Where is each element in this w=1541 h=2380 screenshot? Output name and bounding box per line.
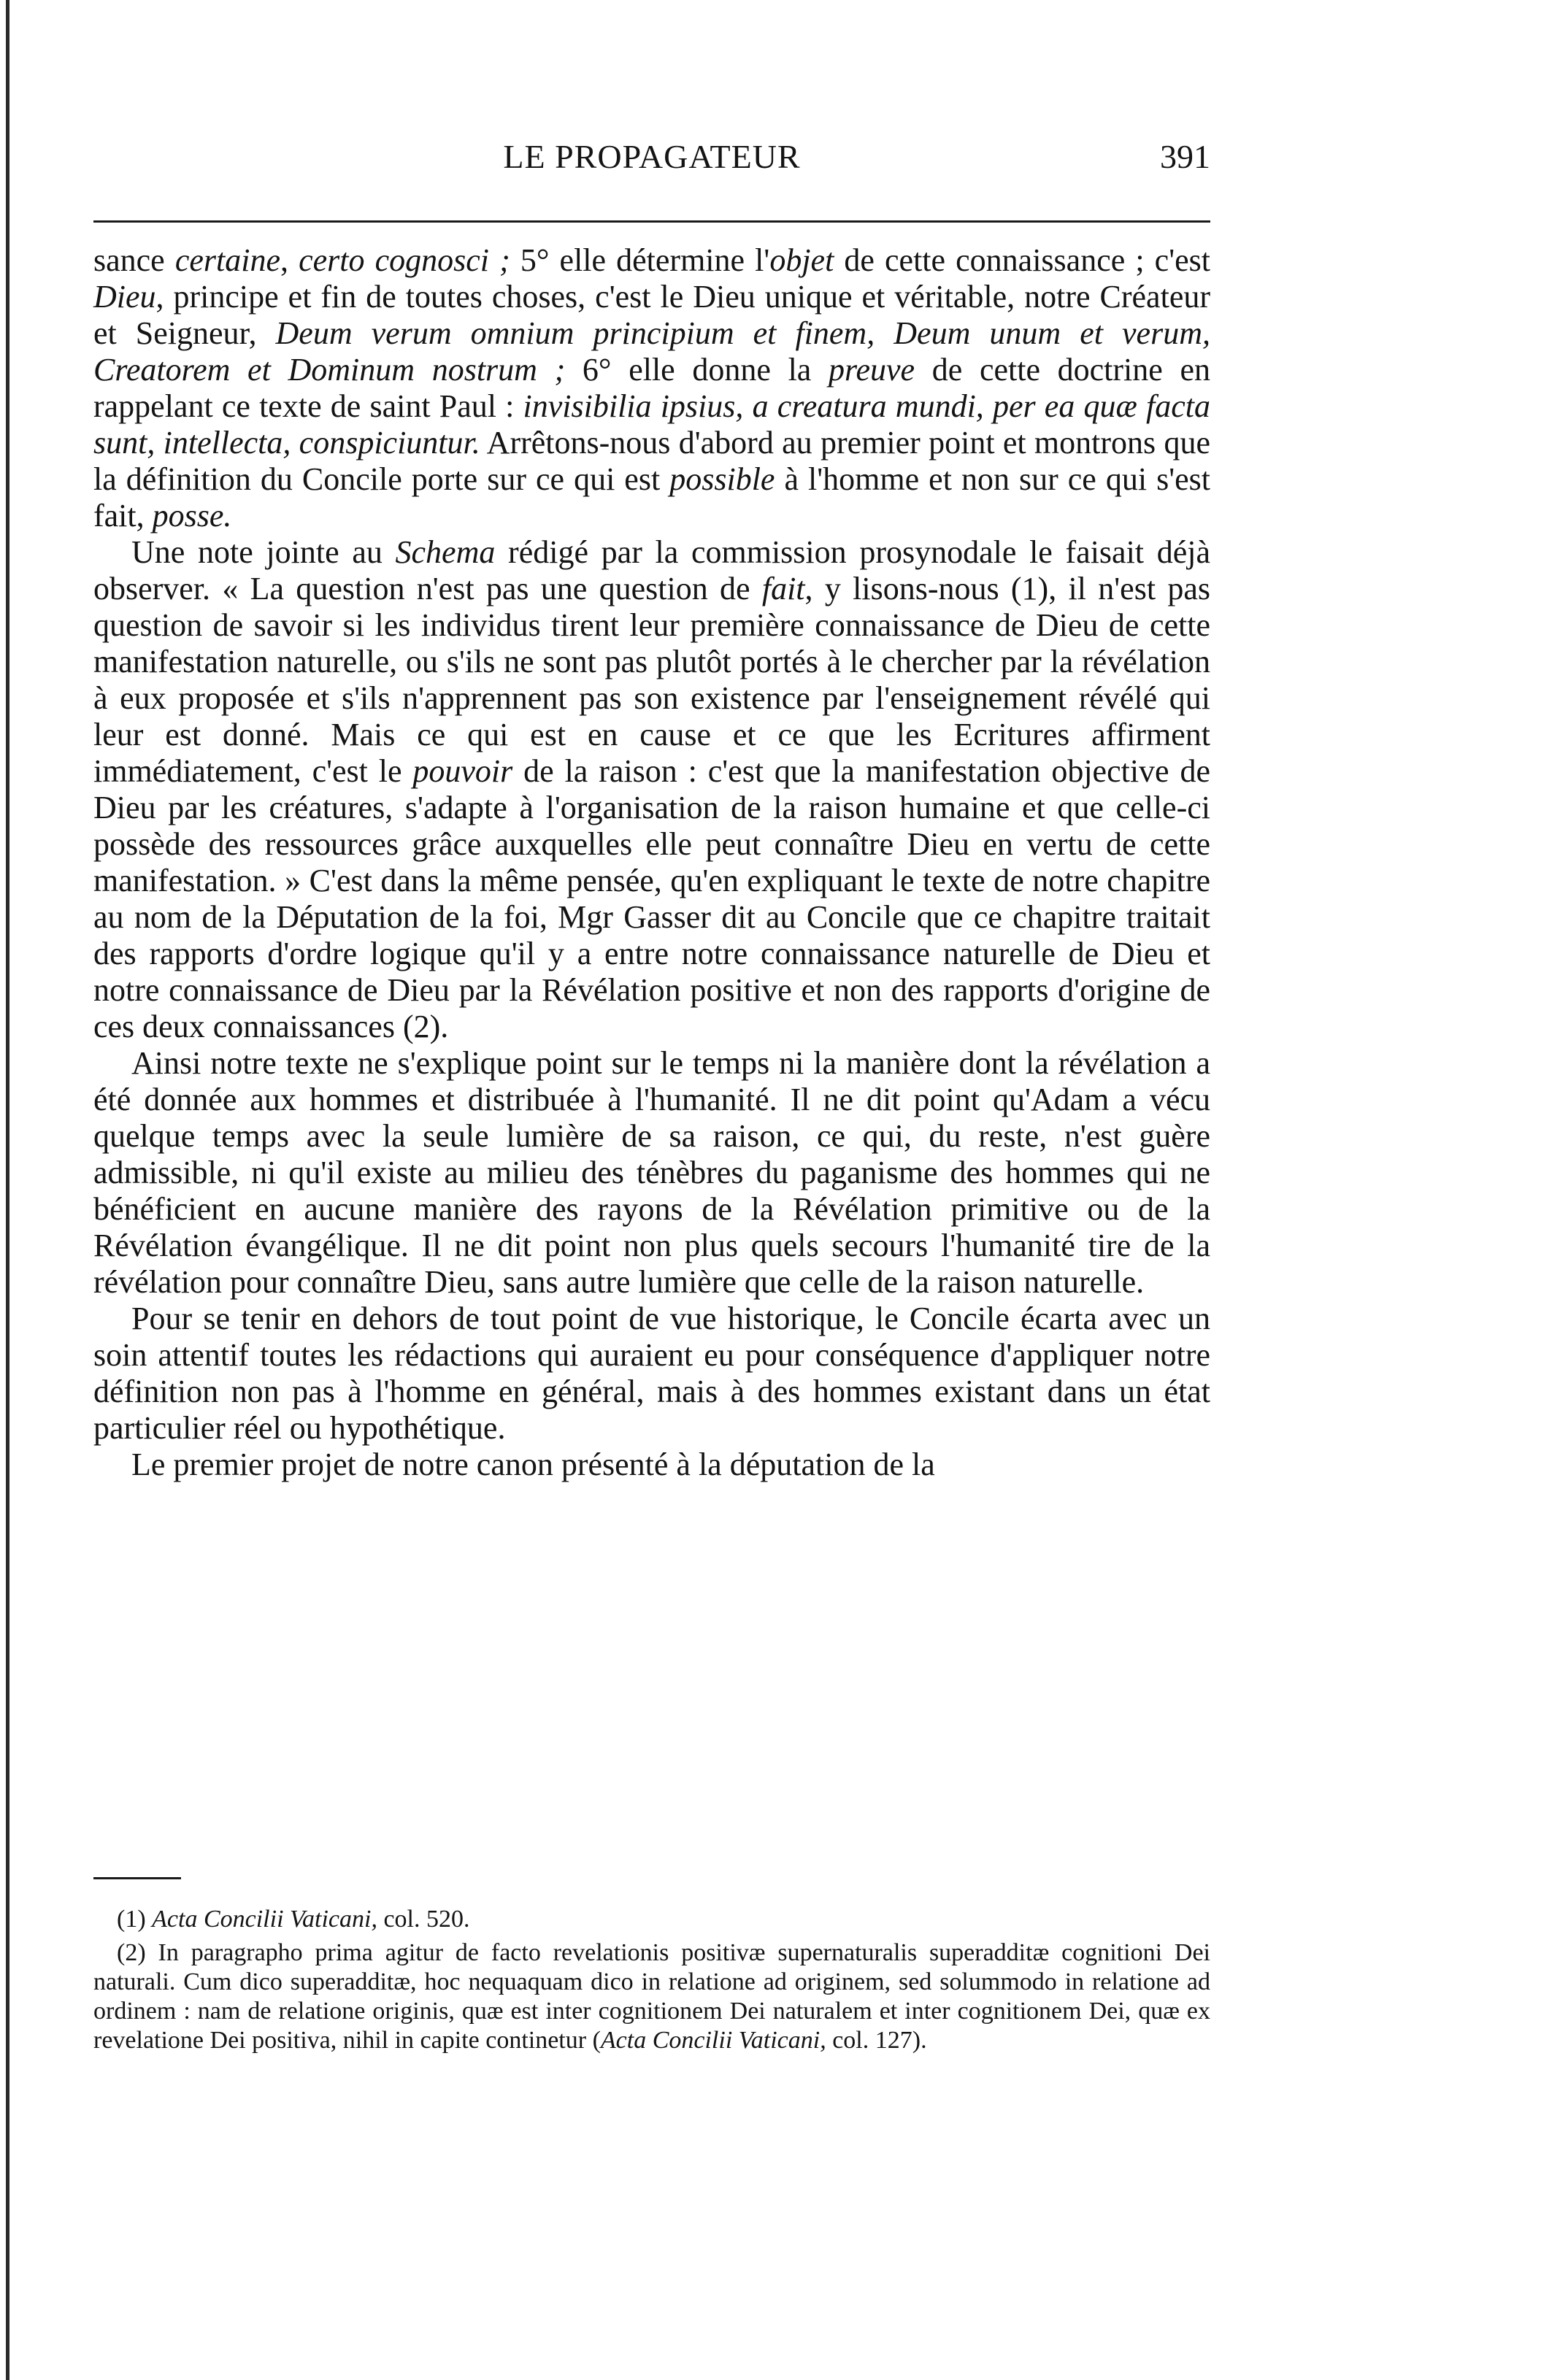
footnote-2: (2) In paragrapho prima agitur de facto revelationis positivæ supernaturalis superadditæ cognitioni Dei naturali. Cum dico superadditæ, hoc nequaquam dico in relatione ad originem, sed solummodo in relatione ad ordinem : nam de relatione originis, quæ est inter cognitionem Dei naturalem et inter cognitionem Dei, quæ ex revelatione Dei positiva, nihil in capite continetur (Acta Concilii Vaticani, col. 127). [93, 1939, 1210, 2054]
paragraph-2: Une note jointe au Schema rédigé par la commission prosynodale le faisait déjà observer. « La question n'est pas une question de fait, y lisons-nous (1), il n'est pas question de savoir si les individus tirent leur première connaissance de Dieu de cette manifestation naturelle, ou s'ils ne sont pas plutôt portés à le chercher par la révélation à eux proposée et s'ils n'apprennent pas son existence par l'enseignement révélé qui leur est donné. Mais ce qui est en cause et ce que les Ecritures affirment immédiatement, c'est le pouvoir de la raison : c'est que la manifestation objective de Dieu par les créatures, s'adapte à l'organisation de la raison humaine et que celle-ci possède des ressources grâce auxquelles elle peut connaître Dieu en vertu de cette manifestation. » C'est dans la même pensée, qu'en expliquant le texte de notre chapitre au nom de la Députation de la foi, Mgr Gasser dit au Concile que ce chapitre traitait des rapports d'ordre logique qu'il y a entre notre connaissance naturelle de Dieu et notre connaissance de Dieu par la Révélation positive et non des rapports d'origine de ces deux connaissances (2). [93, 534, 1211, 1044]
page-number: 391 [1160, 138, 1210, 175]
footnote-1: (1) Acta Concilii Vaticani, col. 520. [117, 1906, 470, 1933]
paragraph-4: Pour se tenir en dehors de tout point de vue historique, le Concile écarta avec un soin attentif toutes les rédactions qui auraient eu pour conséquence d'appliquer notre définition non pas à l'homme en général, mais à des hommes existant dans un état particulier réel ou hypothétique. [93, 1301, 1210, 1446]
paragraph-5: Le premier projet de notre canon présenté à la députation de la [131, 1447, 935, 1482]
body-text [93, 242, 1210, 1483]
page-header [93, 137, 1210, 196]
paragraph-3: Ainsi notre texte ne s'explique point sur le temps ni la manière dont la révélation a été donnée aux hommes et distribuée à l'humanité. Il ne dit point qu'Adam a vécu quelque temps avec la seule lumière de sa raison, ce qui, du reste, n'est guère admissible, ni qu'il existe au milieu des ténèbres du paganisme des hommes qui ne bénéficient en aucune manière des rayons de la Révélation primitive ou de la Révélation évangélique. Il ne dit point non plus quels secours l'humanité tire de la révélation pour connaître Dieu, sans autre lumière que celle de la raison naturelle. [93, 1045, 1210, 1300]
running-title: LE PROPAGATEUR [503, 138, 801, 175]
footnotes [93, 1905, 1210, 2060]
paragraph-1: sance certaine, certo cognosci ; 5° elle détermine l'objet de cette connaissance ; c'est Dieu, principe et fin de toutes choses, c'est le Dieu unique et véritable, notre Créateur et Seigneur, Deum verum omnium principium et finem, Deum unum et verum, Creatorem et Dominum nostrum ; 6° elle donne la preuve de cette doctrine en rappelant ce texte de saint Paul : invisibilia ipsius, a creatura mundi, per ea quæ facta sunt, intellecta, conspiciuntur. Arrêtons-nous d'abord au premier point et montrons que la définition du Concile porte sur ce qui est possible à l'homme et non sur ce qui s'est fait, posse. [93, 242, 1211, 534]
footnote-rule [93, 1877, 181, 1879]
page-edge-rule [6, 0, 9, 2380]
header-rule [93, 220, 1210, 223]
